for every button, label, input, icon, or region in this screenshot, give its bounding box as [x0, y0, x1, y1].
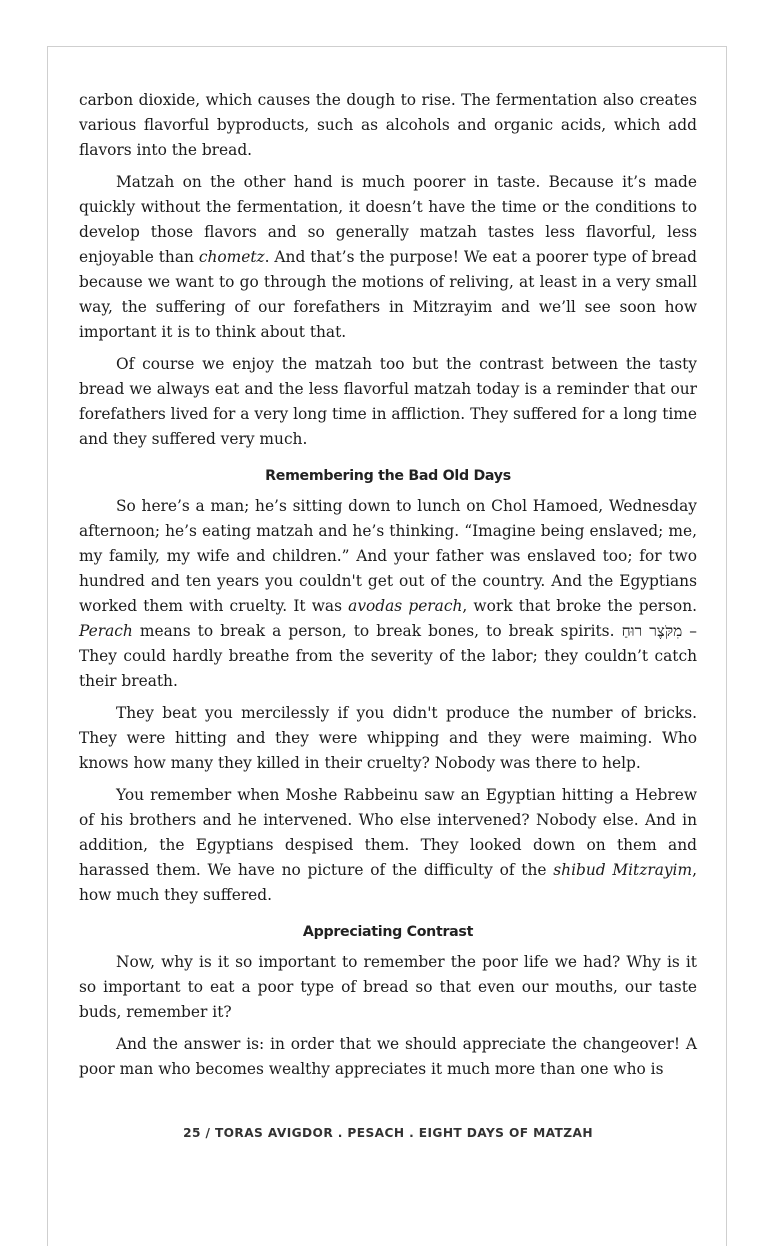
- text-run: You remember when Moshe Rabbeinu saw an Egyptian hitting a Hebrew of his brothers and he intervened. Who else intervened? Nobody else. And in addition, the Egyptians despised them. They looked down on them and harassed them. We have no picture of the difficulty of the: [79, 786, 697, 879]
- italic-term: chometz: [198, 248, 265, 266]
- text-run: carbon dioxide, which causes the dough to rise. The fermentation also creates various flavorful byproducts, such as alcohols and organic acids, which add flavors into the bread.: [79, 91, 697, 159]
- text-run: means to break a person, to break bones, to break spirits. מִקֹּצֶר רוּחַ – They could hardly breathe from the severity of the labor; they couldn’t catch their breath.: [79, 622, 698, 690]
- paragraph: [79, 88, 697, 163]
- text-run: And the answer is: in order that we should appreciate the changeover! A poor man who becomes wealthy appreciates it much more than one who is: [79, 1035, 697, 1078]
- paragraph: [79, 494, 697, 694]
- italic-term: Perach: [79, 622, 133, 640]
- italic-term: avodas perach: [348, 597, 463, 615]
- paragraph: [79, 170, 697, 345]
- page-footer: 25 / TORAS AVIGDOR . PESACH . EIGHT DAYS OF MATZAH: [183, 1126, 593, 1140]
- text-run: Matzah on the other hand is much poorer in taste. Because it’s made quickly without the fermentation, it doesn’t have the time or the conditions to develop those flavors and so generally matzah tastes less flavorful, less enjoyable than: [79, 173, 697, 266]
- text-run: , how much they suffered.: [79, 861, 697, 904]
- text-run: , work that broke the person.: [462, 597, 698, 615]
- paragraph: [79, 701, 697, 776]
- text-run: Now, why is it so important to remember the poor life we had? Why is it so important to eat a poor type of bread so that even our mouths, our taste buds, remember it?: [79, 953, 697, 1021]
- page-body: [79, 88, 697, 1089]
- text-run: Of course we enjoy the matzah too but the contrast between the tasty bread we always eat and the less flavorful matzah today is a reminder that our forefathers lived for a very long time in affliction. They suffered for a long time and they suffered very much.: [79, 355, 697, 448]
- text-run: . And that’s the purpose! We eat a poorer type of bread because we want to go through the motions of reliving, at least in a very small way, the suffering of our forefathers in Mitzrayim and we’ll see soon how important it is to think about that.: [79, 248, 698, 341]
- italic-term: shibud Mitzrayim: [553, 861, 693, 879]
- paragraph: [79, 783, 697, 908]
- paragraph: [79, 352, 697, 452]
- text-run: So here’s a man; he’s sitting down to lunch on Chol Hamoed, Wednesday afternoon; he’s eating matzah and he’s thinking. “Imagine being enslaved; me, my family, my wife and children.” And your father was enslaved too; for two hundred and ten years you couldn't get out of the country. And the Egyptians worked them with cruelty. It was: [79, 497, 697, 615]
- section-heading: Appreciating Contrast: [302, 924, 474, 940]
- paragraph: [79, 950, 697, 1025]
- text-run: They beat you mercilessly if you didn't produce the number of bricks. They were hitting and they were whipping and they were maiming. Who knows how many they killed in their cruelty? Nobody was there to help.: [79, 704, 697, 772]
- section-heading: Remembering the Bad Old Days: [265, 468, 511, 484]
- paragraph: [79, 1032, 697, 1082]
